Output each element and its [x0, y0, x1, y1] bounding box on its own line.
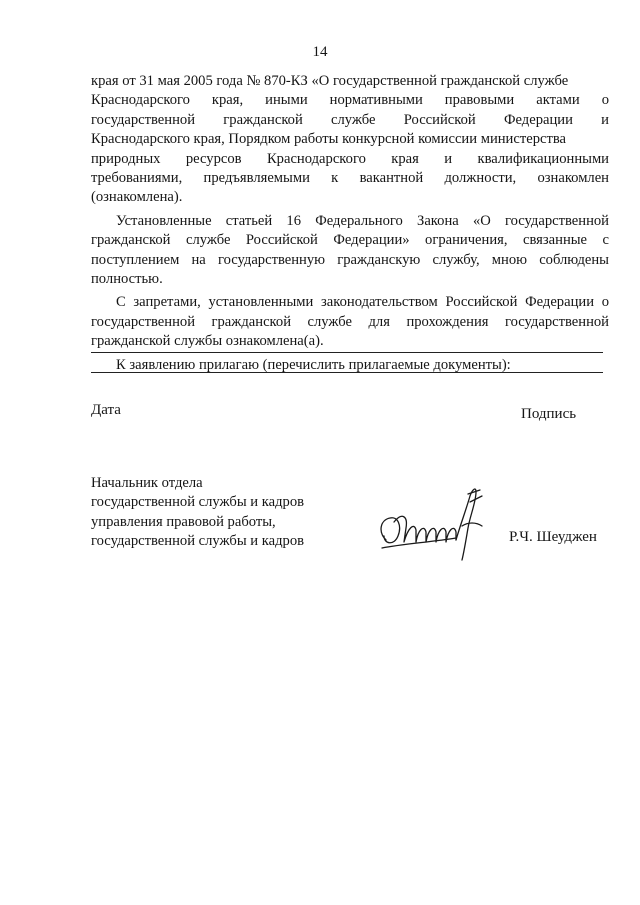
paragraph-line: края от 31 мая 2005 года № 870-КЗ «О государственной гражданской службе — [91, 73, 569, 89]
attachment-fill-line — [91, 372, 603, 373]
paragraph-line: Краснодарского края, иными нормативными правовыми актами о — [91, 92, 609, 109]
position-line: Начальник отдела — [91, 475, 203, 491]
paragraph-attachments: К заявлению прилагаю (перечислить прилагаемые документы): — [116, 356, 511, 373]
attachment-fill-line — [91, 352, 603, 353]
paragraph-line: природных ресурсов Краснодарского края и квалификационными — [91, 150, 609, 167]
paragraph-line: государственной гражданской службе Российской Федерации и — [91, 111, 609, 128]
paragraph-prohibitions: С запретами, установленными законодательством Российской Федерации о государственной гражданской службе для прохождения государственной гражданской службы ознакомлена(а). — [91, 294, 609, 350]
signature-label: Подпись — [521, 406, 577, 422]
handwritten-signature — [372, 482, 494, 568]
signer-name: Р.Ч. Шеуджен — [509, 529, 597, 545]
paragraph-line: требованиями, предъявляемыми к вакантной должности, ознакомлен — [91, 170, 609, 187]
paragraph-line: (ознакомлена). — [91, 189, 183, 206]
document-body — [91, 72, 609, 375]
official-position — [91, 474, 351, 552]
position-line: государственной службы и кадров — [91, 533, 305, 550]
position-line: управления правовой работы, — [91, 513, 276, 530]
paragraph-line: Краснодарского края, Порядком работы конкурсной комиссии министерства — [91, 131, 567, 148]
date-label: Дата — [91, 402, 121, 418]
paragraph-continuation — [91, 72, 609, 208]
page-number: 14 — [312, 44, 328, 60]
paragraph-restrictions: Установленные статьей 16 Федерального Закона «О государственной гражданской службе Российской Федерации» ограничения, связанные с поступлением на государственную гражданскую службу, мною соблюдены полностью. — [91, 212, 609, 288]
position-line: государственной службы и кадров — [91, 494, 305, 511]
